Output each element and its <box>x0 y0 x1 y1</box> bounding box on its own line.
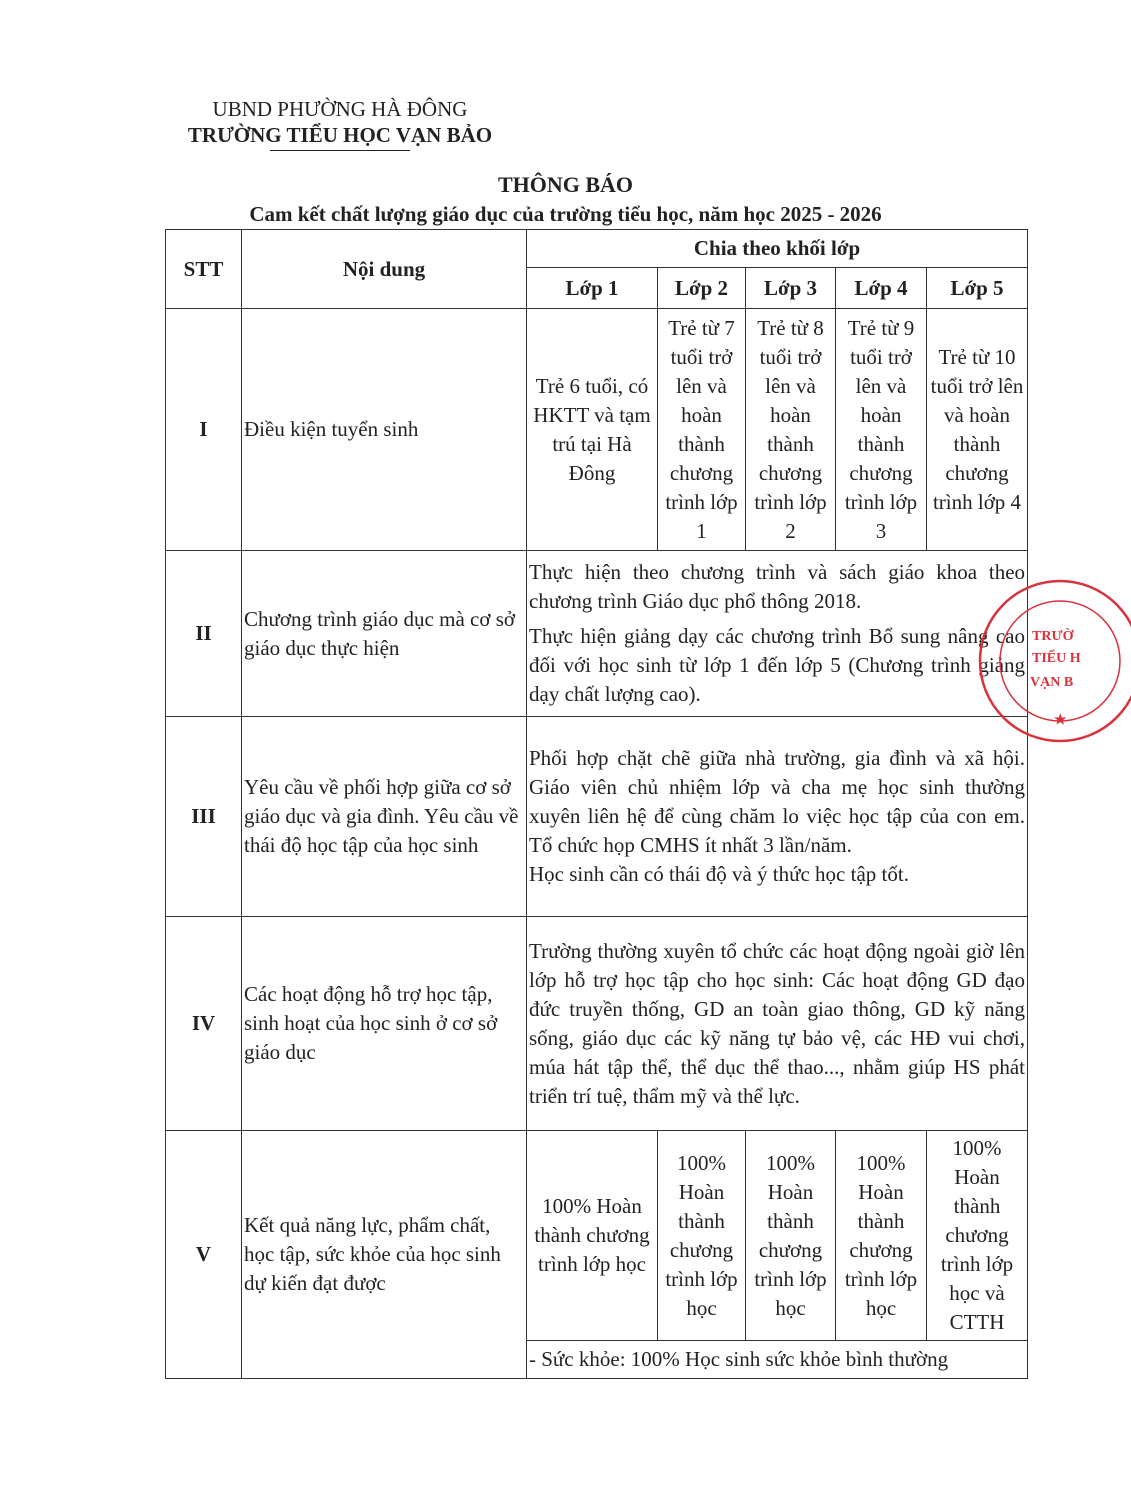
row-number: II <box>166 551 242 717</box>
description-paragraph: Thực hiện giảng dạy các chương trình Bổ sung nâng cao đối với học sinh từ lớp 1 đến lớp 5 (Chương trình giảng dạy chất lượng cao). <box>529 624 1026 706</box>
row-number: I <box>166 309 242 551</box>
grade-4-cell: Trẻ từ 9 tuổi trở lên và hoàn thành chương trình lớp 3 <box>836 309 927 551</box>
grade-4-cell: 100% Hoàn thành chương trình lớp học <box>836 1131 927 1341</box>
row-content: Các hoạt động hỗ trợ học tập, sinh hoạt của học sinh ở cơ sở giáo dục <box>242 917 527 1131</box>
row-description <box>527 917 1028 1131</box>
org-line-1: UBND PHƯỜNG HÀ ĐÔNG <box>212 97 468 121</box>
document-title: THÔNG BÁO <box>497 172 634 197</box>
row-description <box>527 717 1028 917</box>
commitment-table <box>165 229 1028 1379</box>
row-number: V <box>166 1131 242 1379</box>
header-underline <box>270 150 410 151</box>
organization-header <box>150 96 530 151</box>
row-content: Yêu cầu về phối hợp giữa cơ sở giáo dục và gia đình. Yêu cầu về thái độ học tập của học sinh <box>242 717 527 917</box>
grade-5-cell: 100% Hoàn thành chương trình lớp học và CTTH <box>927 1131 1028 1341</box>
grade-1-cell: Trẻ 6 tuổi, có HKTT và tạm trú tại Hà Đông <box>527 309 658 551</box>
row-description <box>527 551 1028 717</box>
table-row <box>166 917 1028 1131</box>
header-grade-1: Lớp 1 <box>527 268 658 309</box>
grade-5-cell: Trẻ từ 10 tuổi trở lên và hoàn thành chương trình lớp 4 <box>927 309 1028 551</box>
row-number: III <box>166 717 242 917</box>
header-grade-4: Lớp 4 <box>836 268 927 309</box>
row-content: Kết quả năng lực, phẩm chất, học tập, sức khỏe của học sinh dự kiến đạt được <box>242 1131 527 1379</box>
svg-text:VẠN B: VẠN B <box>1030 675 1074 690</box>
row-content: Điều kiện tuyển sinh <box>242 309 527 551</box>
health-result: - Sức khỏe: 100% Học sinh sức khỏe bình thường <box>527 1341 1028 1379</box>
svg-text:★: ★ <box>1054 713 1067 728</box>
header-grade-group: Chia theo khối lớp <box>527 230 1028 268</box>
row-number: IV <box>166 917 242 1131</box>
grade-2-cell: 100% Hoàn thành chương trình lớp học <box>658 1131 746 1341</box>
org-line-2: TRƯỜNG TIỂU HỌC VẠN BẢO <box>187 123 493 147</box>
row-content: Chương trình giáo dục mà cơ sở giáo dục thực hiện <box>242 551 527 717</box>
description-paragraph: Học sinh cần có thái độ và ý thức học tập tốt. <box>529 862 909 886</box>
grade-1-cell: 100% Hoàn thành chương trình lớp học <box>527 1131 658 1341</box>
table-row <box>166 717 1028 917</box>
table-row <box>166 309 1028 551</box>
svg-text:TRƯỜ: TRƯỜ <box>1032 629 1074 644</box>
header-row <box>166 230 1028 268</box>
header-content: Nội dung <box>242 230 527 309</box>
description-paragraph: Phối hợp chặt chẽ giữa nhà trường, gia đình và xã hội. Giáo viên chủ nhiệm lớp và cha mẹ học sinh thường xuyên liên hệ để cùng chăm lo việc học tập của con em. Tổ chức họp CMHS ít nhất 3 lần/năm. <box>529 746 1026 857</box>
header-grade-3: Lớp 3 <box>746 268 836 309</box>
header-grade-2: Lớp 2 <box>658 268 746 309</box>
grade-2-cell: Trẻ từ 7 tuổi trở lên và hoàn thành chương trình lớp 1 <box>658 309 746 551</box>
table-row <box>166 551 1028 717</box>
svg-text:TIỂU H: TIỂU H <box>1032 651 1081 666</box>
table-row <box>166 1131 1028 1341</box>
header-grade-5: Lớp 5 <box>927 268 1028 309</box>
description-paragraph: Thực hiện theo chương trình và sách giáo khoa theo chương trình Giáo dục phổ thông 2018. <box>529 560 1026 613</box>
description-paragraph: Trường thường xuyên tổ chức các hoạt động ngoài giờ lên lớp hỗ trợ học tập cho học sinh: Các hoạt động GD đạo đức truyền thống, GD an toàn giao thông, GD kỹ năng sống, giáo dục các kỹ năng tự bảo vệ, các HĐ vui chơi, múa hát tập thể, thể dục thể thao..., nhằm giúp HS phát triển trí tuệ, thẩm mỹ và thể lực. <box>529 938 1026 1108</box>
header-stt: STT <box>166 230 242 309</box>
grade-3-cell: Trẻ từ 8 tuổi trở lên và hoàn thành chương trình lớp 2 <box>746 309 836 551</box>
document-subtitle: Cam kết chất lượng giáo dục của trường tiểu học, năm học 2025 - 2026 <box>249 202 882 226</box>
grade-3-cell: 100% Hoàn thành chương trình lớp học <box>746 1131 836 1341</box>
